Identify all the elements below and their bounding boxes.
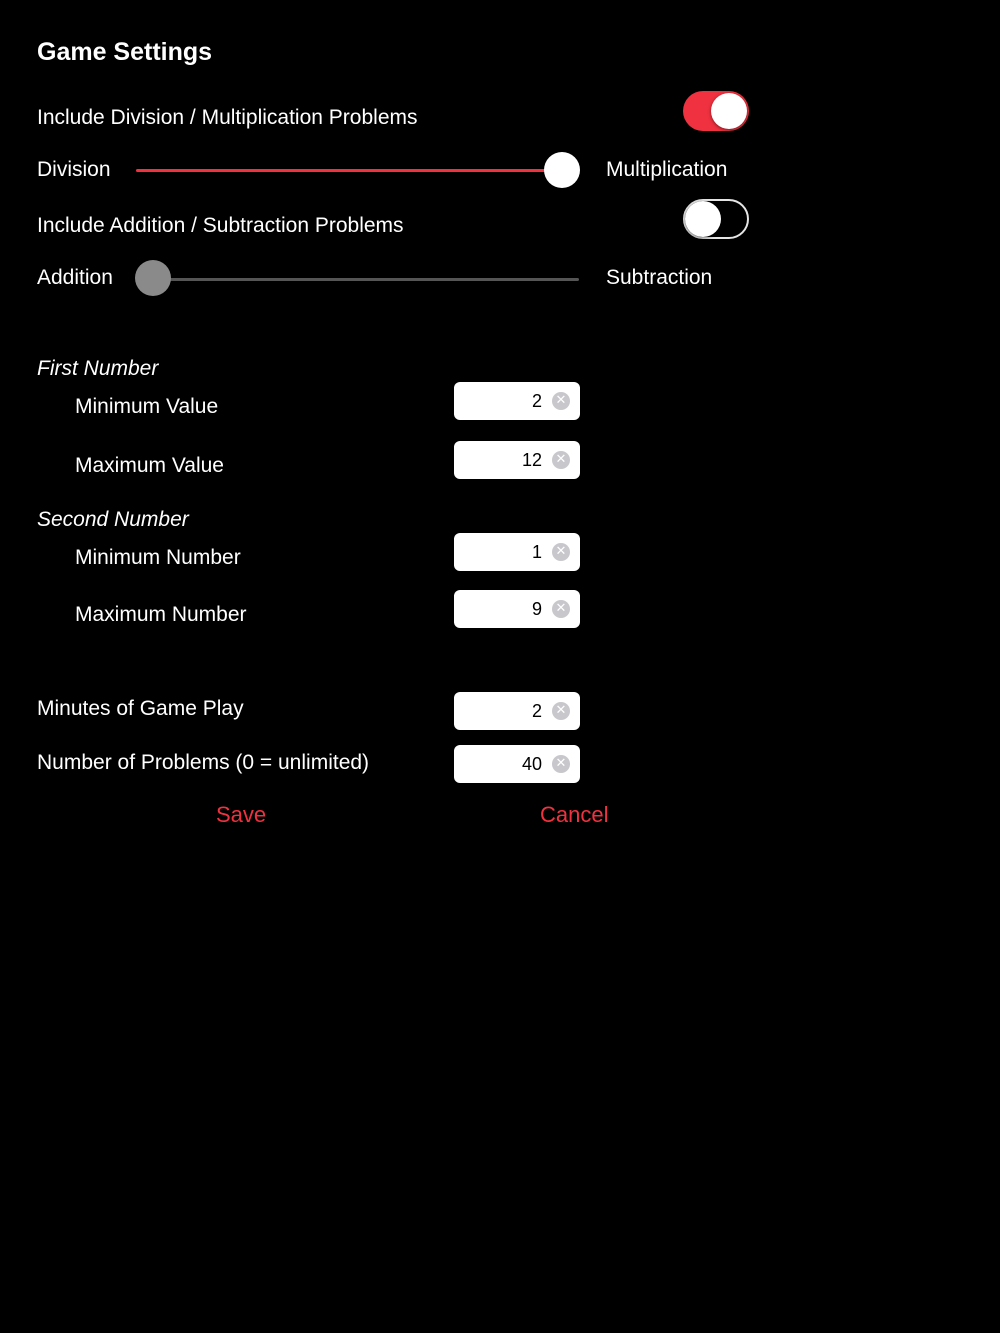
problems-input[interactable]	[462, 745, 542, 783]
problems-field[interactable]	[454, 745, 580, 783]
addsub-toggle-label: Include Addition / Subtraction Problems	[37, 214, 404, 237]
first-min-input[interactable]	[462, 382, 542, 420]
minutes-field[interactable]	[454, 692, 580, 730]
save-button[interactable]: Save	[216, 802, 267, 827]
first-max-input[interactable]	[462, 441, 542, 479]
division-multiplication-slider[interactable]	[136, 152, 580, 188]
second-min-input[interactable]	[462, 533, 542, 571]
slider-thumb[interactable]	[544, 152, 580, 188]
multiplication-label: Multiplication	[606, 158, 728, 181]
addition-label: Addition	[37, 266, 113, 289]
second-min-label: Minimum Number	[75, 546, 241, 569]
second-max-label: Maximum Number	[75, 603, 247, 626]
first-min-label: Minimum Value	[75, 395, 219, 418]
clear-icon[interactable]: ✕	[552, 451, 570, 469]
first-max-label: Maximum Value	[75, 454, 224, 477]
page-title: Game Settings	[37, 38, 213, 66]
toggle-knob	[685, 201, 721, 237]
second-max-field[interactable]	[454, 590, 580, 628]
second-min-field[interactable]	[454, 533, 580, 571]
clear-icon[interactable]: ✕	[552, 702, 570, 720]
clear-icon[interactable]: ✕	[552, 755, 570, 773]
clear-icon[interactable]: ✕	[552, 543, 570, 561]
second-max-input[interactable]	[462, 590, 542, 628]
problems-label: Number of Problems (0 = unlimited)	[37, 751, 370, 774]
slider-thumb[interactable]	[135, 260, 171, 296]
slider-track-fill	[136, 169, 562, 172]
multdiv-toggle-label: Include Division / Multiplication Problems	[37, 106, 418, 129]
division-label: Division	[37, 158, 111, 181]
toggle-knob	[711, 93, 747, 129]
multdiv-toggle[interactable]	[683, 91, 749, 131]
minutes-input[interactable]	[462, 692, 542, 730]
addsub-toggle[interactable]	[683, 199, 749, 239]
cancel-button[interactable]: Cancel	[540, 802, 609, 827]
clear-icon[interactable]: ✕	[552, 600, 570, 618]
first-min-field[interactable]	[454, 382, 580, 420]
addition-subtraction-slider[interactable]	[135, 260, 579, 296]
minutes-label: Minutes of Game Play	[37, 697, 244, 720]
clear-icon[interactable]: ✕	[552, 392, 570, 410]
first-max-field[interactable]	[454, 441, 580, 479]
subtraction-label: Subtraction	[606, 266, 713, 289]
first-number-heading: First Number	[37, 357, 159, 380]
second-number-heading: Second Number	[37, 508, 189, 531]
slider-track	[153, 278, 579, 281]
